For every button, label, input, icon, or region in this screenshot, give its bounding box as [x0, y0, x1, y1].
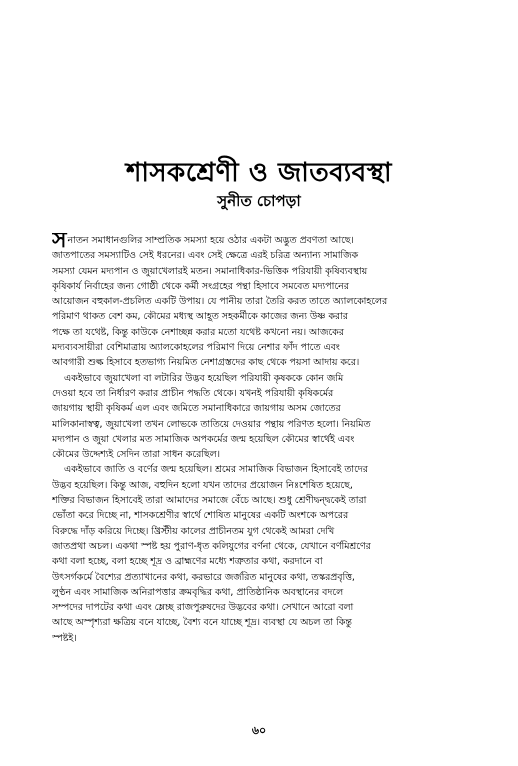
text-line: [52, 432, 492, 447]
line-text: বিরুদ্ধে দাঁড় করিয়ে দিচ্ছে। খ্রিস্টীয় কালের প্রাচীনতম যুগ থেকেই আমরা দেখি: [52, 525, 335, 537]
line-text: স্পষ্টই।: [52, 632, 77, 644]
line-text: আবগারী শুল্ক হিসাবে হতভাগ্য নিয়মিত নেশাগ্রস্তদের কাছ থেকে পয়সা আদায় করে।: [52, 357, 360, 369]
text-line: [52, 309, 492, 324]
text-line: [52, 294, 492, 309]
line-text: উদ্ভব হয়েছিল। কিন্তু আজ, বহুদিন হলো যখন তাদের প্রয়োজন নিঃশেষিত হয়েছে,: [52, 479, 353, 491]
paragraph-3: [52, 462, 492, 646]
text-line: [52, 524, 492, 539]
line-text: কৃষিকার্য নির্বাহের জন্য গোষ্ঠী থেকে কর্মী সংগ্রহের পন্থা হিসাবে সমবেত মদ্যপানের: [52, 280, 349, 292]
paragraph-2: [52, 371, 492, 463]
text-line: [52, 554, 492, 569]
line-text: একইভাবে জুয়াখেলা বা লটারির উদ্ভব হয়েছিল পরিযায়ী কৃষককে কোন জমি: [64, 372, 344, 384]
line-text: নাতন সমাধানগুলির সাম্প্রতিক সমস্যা হয়ে ওঠার একটা অদ্ভুত প্রবণতা আছে।: [67, 235, 354, 246]
text-line: [52, 615, 492, 630]
line-text: উৎসর্গকর্মে বৈশ্যের প্রত্যাখানের কথা, করভারে জর্জরিত মানুষের কথা, তস্করপ্রবৃত্তি,: [52, 571, 355, 583]
line-text: জাতপ্রথা অচল। একথা স্পষ্ট হয় পুরাণ-ধৃত কলিযুগের বর্ণনা থেকে, যেখানে বর্ণমিশ্রণের: [52, 540, 371, 552]
text-line: [52, 631, 492, 646]
text-line: [52, 386, 492, 401]
line-text: সমস্যা যেমন মদ্যপান ও জুয়াখেলারই মতন। সমানাধিকার-ভিত্তিক পরিযায়ী কৃষিব্যবস্থায়: [52, 265, 368, 277]
line-text: শক্তির বিভাজন হিসাবেই তারা আমাদের সমাজে বেঁচে আছে। শুধু শ্রেণীদ্বন্দ্বকেই তারা: [52, 495, 367, 507]
line-text: লুণ্ঠন এবং সামাজিক অনিরাপত্তার ক্রমবৃদ্ধির কথা, প্রাতিষ্ঠানিক অবস্থানের বদলে: [52, 586, 344, 598]
text-line: [52, 401, 492, 416]
line-text: মালিকানাস্বত্ব, জুয়াখেলা তখন লোভকে তাতিয়ে দেওয়ার পন্থায় পরিণত হলো। নিয়মিত: [52, 418, 371, 430]
text-line: [52, 585, 492, 600]
text-line: [52, 279, 492, 294]
line-text: ভোঁতা করে দিচ্ছে না, শাসকশ্রেণীর স্বার্থে শোষিত মানুষের একটি অংশকে অপরের: [52, 510, 349, 522]
line-text: কথা বলা হচ্ছে, বলা হচ্ছে শূদ্র ও ব্রাহ্মণের মধ্যে শত্রুতার কথা, করদানে বা: [52, 556, 323, 568]
article-body: [52, 233, 492, 646]
text-line: [52, 508, 492, 523]
text-line: [52, 570, 492, 585]
paragraph-1: [52, 233, 492, 371]
text-line: [52, 478, 492, 493]
text-line: [52, 340, 492, 355]
line-text: জায়গায় স্থায়ী কৃষিকর্ম এল এবং জমিতে সমানাধিকারে জায়গায় অসম জোতের: [52, 403, 341, 415]
text-line: [52, 600, 492, 615]
text-line: [52, 371, 492, 386]
article-author: সুনীত চোপড়া: [217, 192, 301, 210]
text-line: [52, 462, 492, 477]
page-number: ৬০: [251, 724, 267, 737]
line-text: মদ্যপান ও জুয়া খেলার মত সামাজিক অপকর্মের জন্ম হয়েছিল কৌমের স্বার্থেই এবং: [52, 433, 355, 445]
line-text: কৌমের উদ্দেশ্যই সেদিন তারা সাধন করেছিল।: [52, 449, 220, 461]
line-text: জাতপাতের সমস্যাটিও সেই ধরনের। এবং সেই ক্ষেত্রে এরই চরিত্র অন্যান্য সামাজিক: [52, 250, 359, 262]
line-text: আছে অস্পৃশ্যরা ক্ষত্রিয় বনে যাচ্ছে, বৈশ্য বনে যাচ্ছে শূদ্র। ব্যবস্থা যে অচল তা কিন্তু: [52, 617, 352, 629]
text-line: [52, 248, 492, 263]
line-text: আয়োজন বহুকাল-প্রচলিত একটি উপায়। যে পানীয় তারা তৈরি করত তাতে অ্যালকোহলের: [52, 296, 388, 308]
text-line: [52, 325, 492, 340]
line-text: সম্পদের দাপটের কথা এবং ম্লেচ্ছ রাজপুরুষদের উদ্ভবের কথা। সেখানে আরো বলা: [52, 602, 354, 614]
text-line: [52, 233, 492, 248]
line-text: পক্ষে তা যথেষ্ট, কিন্তু কাউকে নেশাচ্ছন্ন করার মতো যথেষ্ট কখনো নয়। আজকের: [52, 326, 344, 338]
text-line: [52, 417, 492, 432]
drop-cap: স: [52, 233, 67, 249]
text-line: [52, 264, 492, 279]
text-line: [52, 447, 492, 462]
text-line: [52, 493, 492, 508]
text-line: [52, 355, 492, 370]
line-text: দেওয়া হবে তা নির্ধারণ করার প্রাচীন পদ্ধতি থেকে। যখনই পরিযায়ী কৃষিকর্মের: [52, 387, 334, 399]
article-title: শাসকশ্রেণী ও জাতব্যবস্থা: [125, 158, 393, 188]
line-text: পরিমাণ থাকত বেশ কম, কৌমের মধ্যস্থ আহূত সহকর্মীকে কাজের জন্য উষ্ণ করার: [52, 311, 348, 323]
text-line: [52, 539, 492, 554]
line-text: মদ্যব্যবসায়ীরা বেশিমাত্রায় অ্যালকোহলের পরিমাণ দিয়ে নেশার ফাঁদ পাতে এবং: [52, 342, 340, 354]
line-text: একইভাবে জাতি ও বর্ণের জন্ম হয়েছিল। শ্রমের সামাজিক বিভাজন হিসাবেই তাদের: [64, 464, 368, 476]
